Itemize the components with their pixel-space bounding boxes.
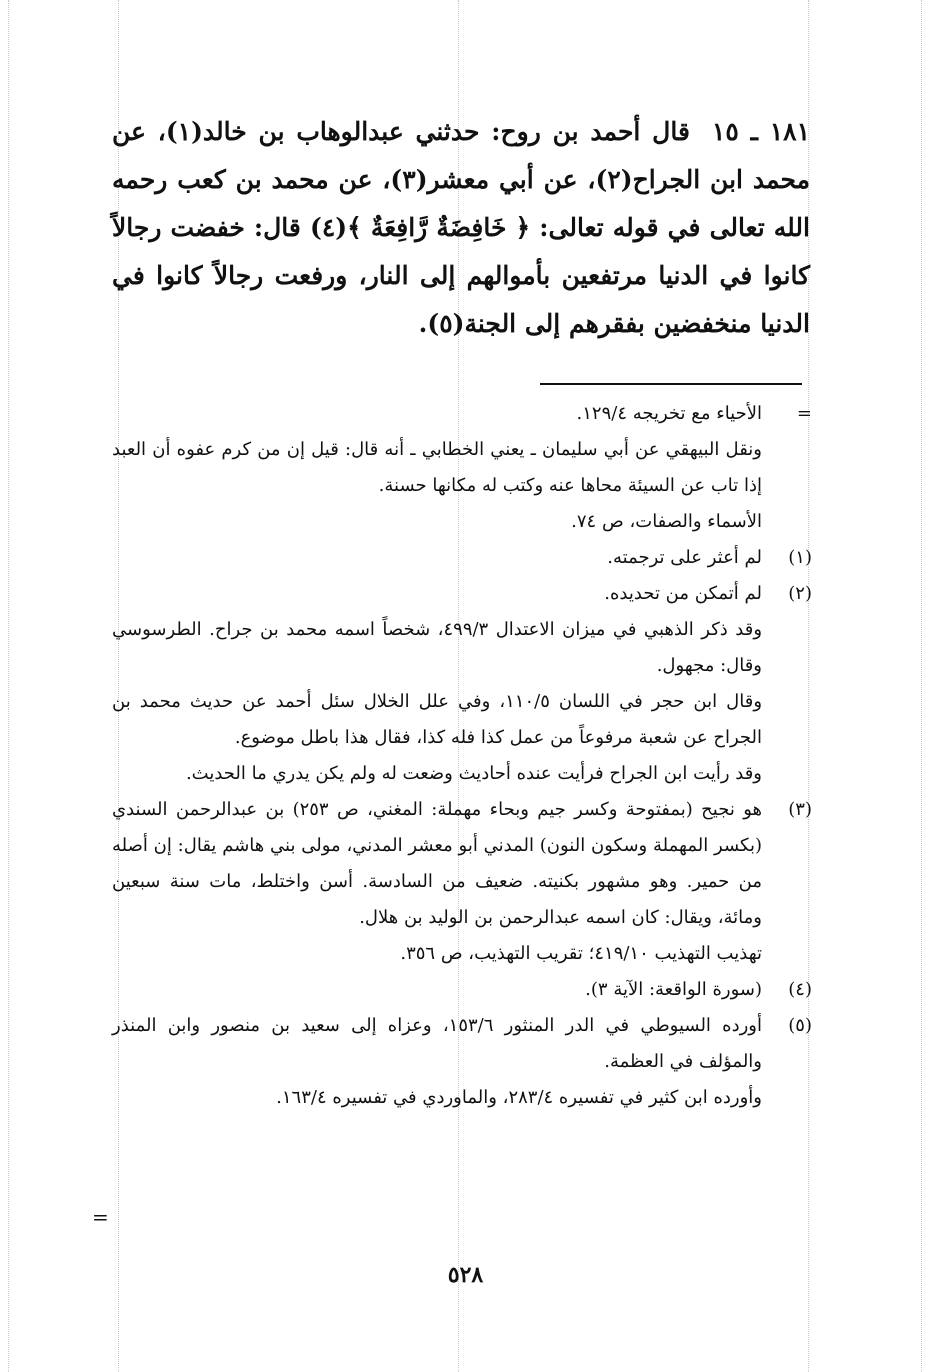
continuation-line: الأحياء مع تخريجه ١٢٩/٤. [576, 403, 762, 424]
footnote-text: وقد رأيت ابن الجراح فرأيت عنده أحاديث وضعت له ولم يكن يدري ما الحديث. [185, 763, 762, 784]
footnote-text: لم أعثر على ترجمته. [607, 547, 762, 568]
footnote-2 [112, 576, 812, 792]
continuation-line: الأسماء والصفات، ص ٧٤. [571, 511, 762, 532]
main-paragraph [112, 108, 810, 348]
footnote-text: أورده السيوطي في الدر المنثور ١٥٣/٦، وعزاه إلى سعيد بن منصور وابن المنذر والمؤلف في العظمة. [112, 1015, 763, 1072]
footnotes [112, 396, 812, 1116]
page-number: ٥٢٨ [447, 1262, 484, 1288]
footnote-1 [112, 540, 812, 576]
continuation-mark: = [796, 403, 812, 424]
footnote-marker: (٥) [788, 1015, 812, 1036]
scan-guide-line [8, 0, 9, 1372]
footnote-text: وقال ابن حجر في اللسان ١١٠/٥، وفي علل الخلال سئل أحمد عن حديث محمد بن الجراح عن شعبة مرفوعاً من عمل كذا فله كذا، فقال هذا باطل موضوع. [112, 691, 763, 748]
footnote-3 [112, 792, 812, 972]
footnote-marker: (١) [788, 547, 812, 568]
footnote-marker: (٤) [788, 979, 812, 1000]
hadith-text: قال أحمد بن روح: حدثني عبدالوهاب بن خالد(١)، عن محمد ابن الجراح(٢)، عن أبي معشر(٣)، عن محمد بن كعب رحمه الله تعالى في قوله تعالى: ﴿ خَافِضَةٌ رَّافِعَةٌ ﴾(٤) قال: خفضت رجالاً كانوا في الدنيا مرتفعين بأموالهم إلى النار، ورفعت رجالاً كانوا في الدنيا منخفضين بفقرهم إلى الجنة(٥). [112, 117, 810, 338]
footnote-marker: (٣) [788, 799, 812, 820]
continuation-note [112, 396, 812, 540]
footnote-text: وأورده ابن كثير في تفسيره ٢٨٣/٤، والماوردي في تفسيره ١٦٣/٤. [276, 1087, 762, 1108]
scan-guide-line [921, 0, 922, 1372]
hadith-number: ١٨١ ـ ١٥ [711, 117, 811, 146]
continuation-line: ونقل البيهقي عن أبي سليمان ـ يعني الخطابي ـ أنه قال: قيل إن من كرم عفوه أن العبد إذا تاب عن السيئة محاها عنه وكتب له مكانها حسنة. [112, 439, 762, 496]
footnote-text: لم أتمكن من تحديده. [604, 583, 762, 604]
footnote-marker: (٢) [788, 583, 812, 604]
footnote-5 [112, 1008, 812, 1116]
footnote-text: (سورة الواقعة: الآية ٣). [585, 979, 762, 1000]
main-text [112, 108, 810, 348]
footnote-text: وقد ذكر الذهبي في ميزان الاعتدال ٤٩٩/٣، شخصاً اسمه محمد بن جراح. الطرسوسي وقال: مجهول. [112, 619, 763, 676]
footnote-text: هو نجيح (بمفتوحة وكسر جيم وبحاء مهملة: المغني، ص ٢٥٣) بن عبدالرحمن السندي (بكسر المهملة وسكون النون) المدني أبو معشر المدني، مولى بني هاشم يقال: إن أصله من حمير. وهو مشهور بكنيته. ضعيف من السادسة. أسن واختلط، مات سنة سبعين ومائة، ويقال: كان اسمه عبدالرحمن بن الوليد بن هلال. [112, 799, 762, 928]
footnote-text: تهذيب التهذيب ٤١٩/١٠؛ تقريب التهذيب، ص ٣٥٦. [400, 943, 762, 964]
footnote-separator [540, 383, 802, 385]
footnote-4 [112, 972, 812, 1008]
continued-mark: = [92, 1205, 109, 1229]
